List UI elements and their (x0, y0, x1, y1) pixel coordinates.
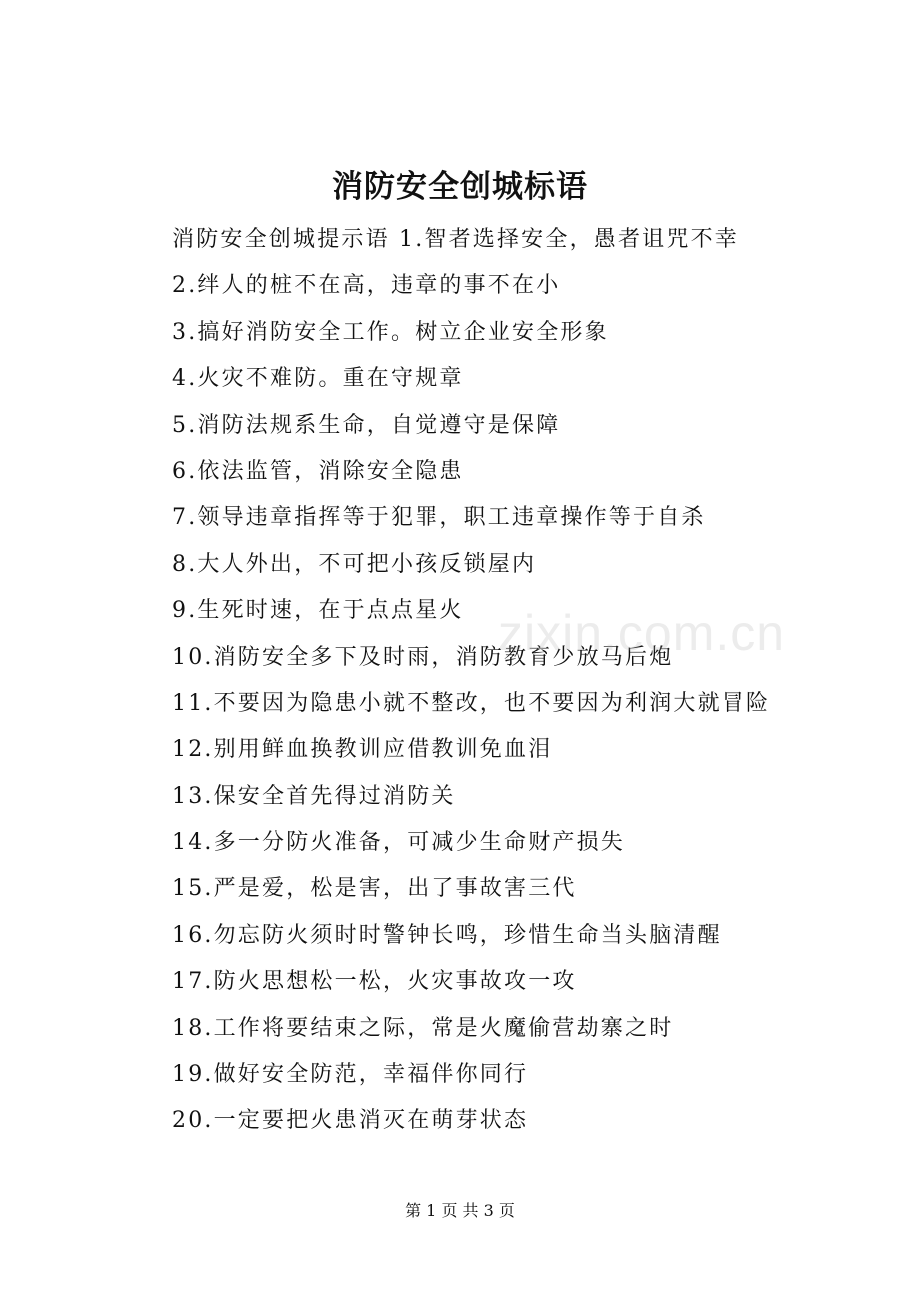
watermark: zixin.com.cn (498, 605, 786, 661)
slogan-line: 18.工作将要结束之际，常是火魔偷营劫寨之时 (172, 1015, 674, 1041)
slogan-line: 10.消防安全多下及时雨，消防教育少放马后炮 (172, 644, 674, 670)
slogan-line: 6.依法监管，消除安全隐患 (172, 458, 464, 484)
slogan-line: 3.搞好消防安全工作。树立企业安全形象 (172, 319, 609, 345)
slogan-line: 2.绊人的桩不在高，违章的事不在小 (172, 273, 561, 299)
page-title: 消防安全创城标语 (332, 169, 588, 205)
slogan-line: 5.消防法规系生命，自觉遵守是保障 (172, 412, 561, 438)
slogan-line: 7.领导违章指挥等于犯罪，职工违章操作等于自杀 (172, 505, 706, 531)
slogan-line: 17.防火思想松一松，火灾事故攻一攻 (172, 969, 577, 995)
slogan-line: 9.生死时速，在于点点星火 (172, 598, 464, 624)
slogan-line: 19.做好安全防范，幸福伴你同行 (172, 1062, 529, 1088)
slogan-line: 14.多一分防火准备，可减少生命财产损失 (172, 830, 625, 856)
slogan-line: 4.火灾不难防。重在守规章 (172, 366, 464, 392)
slogan-line: 8.大人外出，不可把小孩反锁屋内 (172, 551, 537, 577)
slogan-line: 12.别用鲜血换教训应借教训免血泪 (172, 737, 553, 763)
page-number-footer: 第 1 页 共 3 页 (405, 1201, 515, 1220)
slogan-line: 13.保安全首先得过消防关 (172, 783, 456, 809)
slogan-list (172, 217, 812, 1145)
slogan-line: 16.勿忘防火须时时警钟长鸣，珍惜生命当头脑清醒 (172, 922, 722, 948)
slogan-line: 11.不要因为隐患小就不整改，也不要因为利润大就冒险 (172, 690, 771, 716)
slogan-line: 消防安全创城提示语 1.智者选择安全，愚者诅咒不幸 (172, 227, 739, 252)
slogan-line: 20.一定要把火患消灭在萌芽状态 (172, 1108, 529, 1134)
slogan-line: 15.严是爱，松是害，出了事故害三代 (172, 876, 577, 902)
